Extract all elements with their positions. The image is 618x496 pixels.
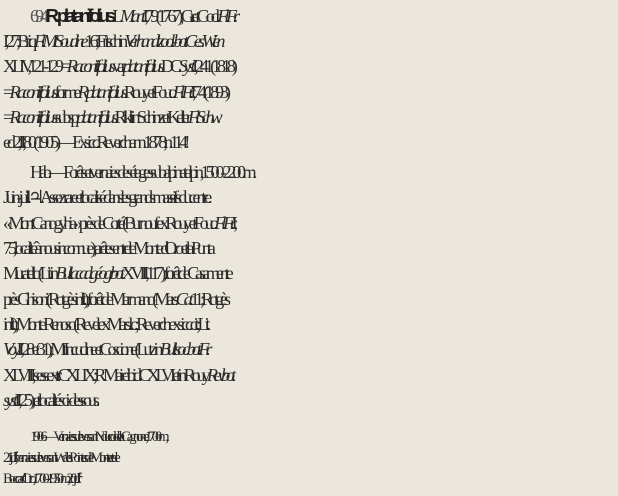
text-segment: XVIII, 117) ; forêt de Casamente xyxy=(121,263,230,283)
text-segment: in lit.) ; Monte Renoso (Revel. ex Mars. l. c. ; Reverch. exsicc. cit. ; Lit. xyxy=(3,314,207,334)
habitat-line-10 xyxy=(0,389,618,411)
entry-line-6 xyxy=(0,131,618,153)
text-segment: Hab. — Forêts et vernaies des étages subalpin et alpin, 1500-2200 m. xyxy=(30,162,253,182)
habitat-line-4 xyxy=(0,237,618,259)
text-segment: I, 79 (1767) ; Gr. et Godr. xyxy=(142,6,218,26)
observation-line-3 xyxy=(0,470,618,488)
text-segment: I, 241 (1818) xyxy=(191,56,234,76)
italic-reference: R. platanifolius xyxy=(77,82,124,102)
habitat-line-3 xyxy=(0,212,618,234)
text-segment: = xyxy=(3,107,10,127)
text-segment: 21 juill. fl. fr.! ; vernaies sur le versant W. des Pointes de Monte et de xyxy=(3,450,117,466)
habitat-line-7 xyxy=(0,313,618,335)
text-segment: 11 ; Rotgès xyxy=(189,289,227,309)
text-segment: « Mont Canogyhia » près de Corté (Burnouf ex Rouy et Fouc. xyxy=(3,213,215,233)
italic-reference: platanifolius xyxy=(122,56,161,76)
italic-reference: Cat. xyxy=(175,289,190,309)
text-segment: I, 74 (1893) xyxy=(189,82,227,102)
entry-line-1-rest xyxy=(112,6,234,26)
text-segment: 1906. — Vernaies sur le versant N. du col de la Cagnone, 1700 m., xyxy=(30,429,166,445)
text-segment: subsp. xyxy=(54,107,77,127)
habitat-line-8 xyxy=(0,338,618,360)
text-segment: forme xyxy=(54,82,78,102)
text-segment: XLVIII, sess. extr. CXLIX ; R. Maire ibid. CXLVI et in Rouy xyxy=(3,365,207,385)
italic-reference: platanifolius xyxy=(76,107,115,127)
text-segment: I, xyxy=(231,213,234,233)
italic-reference: Fl. Schw. xyxy=(188,107,218,127)
observation-line-1 xyxy=(0,428,618,446)
text-segment: DC. xyxy=(160,56,179,76)
habitat-line-6 xyxy=(0,288,618,310)
text-segment: Rikli in Schinz et Keller xyxy=(114,107,189,127)
habitat-line-1 xyxy=(0,161,618,183)
entry-line-1 xyxy=(0,5,618,27)
entry-line-2 xyxy=(0,30,618,52)
italic-reference: Fl. Fr. xyxy=(172,82,190,102)
text-segment: ed. 2, II, 80 (1905). — Exsicc. Reverch. ann. 1878, n. 114 ! xyxy=(3,132,187,152)
italic-reference: Syst. xyxy=(178,56,192,76)
italic-reference: Fl. Mt Soudine xyxy=(33,31,85,51)
habitat-line-9 xyxy=(0,364,618,386)
text-segment: II, 28 et 31) ; Mt Incudine et Coscione (Lutz in xyxy=(16,339,160,359)
text-segment: II, 25) ; et localités ci-dessous. xyxy=(14,390,97,410)
italic-reference: Bull. soc. bot. Fr. xyxy=(159,339,207,359)
entry-number: 694. xyxy=(30,6,46,26)
italic-reference: Voy. xyxy=(3,339,17,359)
taxon-name: R. platanifolius xyxy=(45,5,112,26)
text-segment: Muratello (Lit. in xyxy=(3,263,56,283)
text-segment: XLIV, 121-129 = xyxy=(3,56,67,76)
text-segment: près Ghisoni (Rotgès in lit.) ; forêt de Marmano (Mars. xyxy=(3,289,176,309)
text-segment: 16 ; Fritsch in xyxy=(84,31,125,51)
italic-reference: Verhandl. zool.-bot. Ges. Wien xyxy=(124,31,222,51)
italic-reference: R. aconitifolius xyxy=(66,56,112,76)
text-segment: L. xyxy=(112,6,121,26)
italic-reference: Mant. xyxy=(120,6,143,26)
text-segment: 75, localité à nous inconnue) ; arêtes entre le Monte d'Oro et la Punta xyxy=(3,238,212,258)
text-segment: = xyxy=(3,82,10,102)
entry-line-3 xyxy=(0,55,618,77)
text-segment: Rouy et Fouc. xyxy=(123,82,173,102)
habitat-line-2 xyxy=(0,186,618,208)
italic-reference: Rev. bot. xyxy=(206,365,233,385)
text-segment: Bocca d'Oro, 1700-1950 m., 20 juill. fl. fr. ! xyxy=(3,471,79,487)
text-segment: I, 27 ; Briq. xyxy=(3,31,34,51)
text-segment: var. xyxy=(111,56,123,76)
entry-line-4 xyxy=(0,81,618,103)
italic-reference: R. aconitifolius xyxy=(9,82,55,102)
habitat-line-5 xyxy=(0,262,618,284)
observation-line-2 xyxy=(0,449,618,467)
italic-reference: syst. xyxy=(3,390,15,410)
text-segment: Juin-juill. ♃. Assez rare et localisé dans les grands massifs du centre. xyxy=(3,187,209,207)
italic-reference: R. aconitifolius xyxy=(9,107,55,127)
italic-reference: Bull. acad. géogr. bot. xyxy=(55,263,122,283)
entry-line-5 xyxy=(0,106,618,128)
italic-reference: Fl. Fr. xyxy=(217,6,235,26)
italic-reference: Fl. Fr. xyxy=(214,213,232,233)
